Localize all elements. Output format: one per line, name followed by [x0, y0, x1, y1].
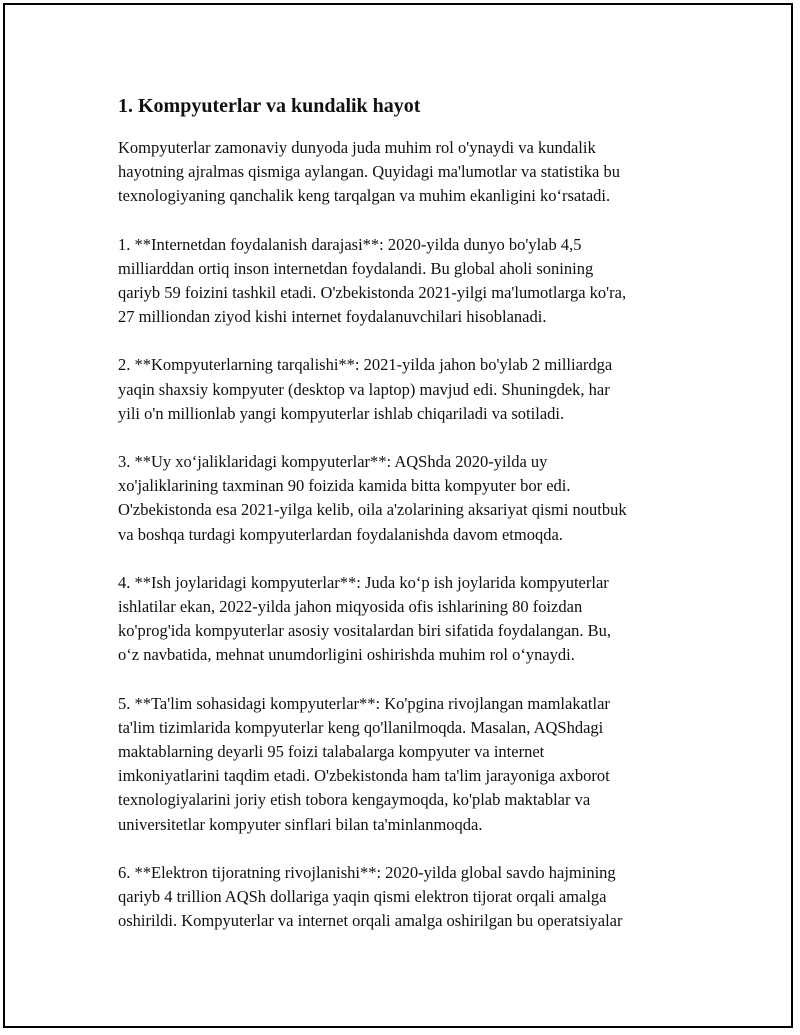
- paragraph-ecommerce: 6. **Elektron tijoratning rivojlanishi**: 2020-yilda global savdo hajmining qariyb 4 trillion AQSh dollariga yaqin qismi elektron tijorat orqali amalga oshirildi. Kompyuterlar va internet orqali amalga oshirilgan bu operatsiyalar: [118, 862, 623, 931]
- paragraph-household-computers: 3. **Uy xoʻjaliklaridagi kompyuterlar**: AQShda 2020-yilda uy xo'jaliklarining taxminan 90 foizida kamida bitta kompyuter bor edi. O'zbekistonda esa 2021-yilga kelib, oila a'zolarining aksariyat qismi noutbuk va boshqa turdagi kompyuterlardan foydalanishda davom etmoqda.: [118, 452, 627, 544]
- section-heading: 1. Kompyuterlar va kundalik hayot: [118, 95, 421, 117]
- intro-paragraph: Kompyuterlar zamonaviy dunyoda juda muhim rol o'ynaydi va kundalik hayotning ajralmas qismiga aylangan. Quyidagi ma'lumotlar va statistika bu texnologiyaning qanchalik keng tarqalgan va muhim ekanligini koʻrsatadi.: [118, 138, 620, 206]
- paragraph-education-computers: 5. **Ta'lim sohasidagi kompyuterlar**: Ko'pgina rivojlangan mamlakatlar ta'lim tizimlarida kompyuterlar keng qo'llanilmoqda. Masalan, AQShdagi maktablarning deyarli 95 foizi talabalarga kompyuter va internet imkoniyatlarini taqdim etadi. O'zbekistonda ham ta'lim jarayoniga axborot texnologiyalarini joriy etish tobora kengaymoqda, ko'plab maktablar va universitetlar kompyuter sinflari bilan ta'minlanmoqda.: [118, 693, 610, 834]
- paragraph-workplace-computers: 4. **Ish joylaridagi kompyuterlar**: Juda koʻp ish joylarida kompyuterlar ishlatilar ekan, 2022-yilda jahon miqyosida ofis ishlarining 80 foizdan ko'prog'ida kompyuterlar asosiy vositalardan biri sifatida foydalangan. Bu, oʻz navbatida, mehnat unumdorligini oshirishda muhim rol oʻynaydi.: [118, 572, 612, 665]
- document-body: [118, 92, 698, 957]
- paragraph-computer-spread: 2. **Kompyuterlarning tarqalishi**: 2021-yilda jahon bo'ylab 2 milliardga yaqin shaxsiy kompyuter (desktop va laptop) mavjud edi. Shuningdek, har yili o'n millionlab yangi kompyuterlar ishlab chiqariladi va sotiladi.: [118, 355, 613, 423]
- paragraph-internet-usage: 1. **Internetdan foydalanish darajasi**: 2020-yilda dunyo bo'ylab 4,5 milliarddan ortiq inson internetdan foydalandi. Bu global aholi sonining qariyb 59 foizini tashkil etadi. O'zbekistonda 2021-yilgi ma'lumotlarga ko'ra, 27 milliondan ziyod kishi internet foydalanuvchilari hisoblanadi.: [118, 234, 627, 327]
